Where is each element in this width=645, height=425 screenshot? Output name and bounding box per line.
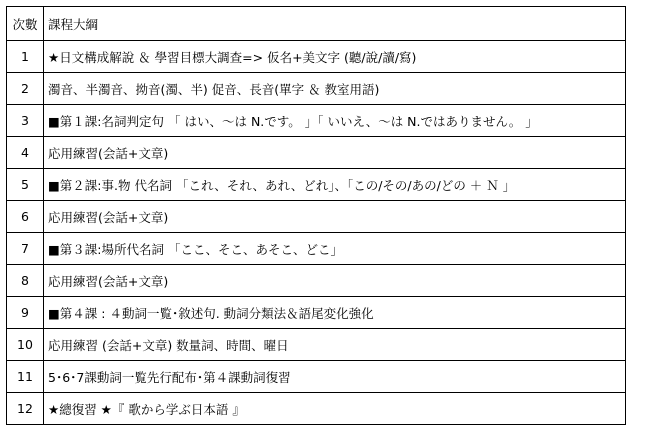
row-content: ■第４課 : ４動詞一覧･敘述句. 動詞分類法＆語尾変化強化: [44, 297, 626, 329]
row-number: 12: [7, 393, 44, 425]
table-row: [7, 393, 626, 425]
row-number: 6: [7, 201, 44, 233]
header-number: 次數: [7, 7, 44, 41]
header-row: [7, 7, 626, 41]
table-row: [7, 105, 626, 137]
row-number: 2: [7, 73, 44, 105]
row-number: 9: [7, 297, 44, 329]
row-content: ■第３課:場所代名詞 「ここ、そこ、あそこ、どこ」: [44, 233, 626, 265]
table-row: [7, 169, 626, 201]
row-content: ★日文構成解說 ＆ 學習目標大調查=> 仮名+美文字 (聽/說/讀/寫): [44, 41, 626, 73]
row-content: ■第２課:事.物 代名詞 「これ、それ、あれ、どれ」、「この/その/あの/どの ＋ Ｎ 」: [44, 169, 626, 201]
row-number: 11: [7, 361, 44, 393]
syllabus-table: [6, 6, 626, 425]
table-row: [7, 265, 626, 297]
table-row: [7, 361, 626, 393]
row-content: 応用練習 (会話+文章) 数量詞、時間、曜日: [44, 329, 626, 361]
table-row: [7, 329, 626, 361]
row-content: 応用練習(会話+文章): [44, 137, 626, 169]
row-number: 10: [7, 329, 44, 361]
row-number: 3: [7, 105, 44, 137]
table-row: [7, 137, 626, 169]
row-content: ■第１課:名詞判定句 「 はい、～は N.です。 」「 いいえ、～は N.ではありません。 」: [44, 105, 626, 137]
header-title: 課程大綱: [44, 7, 626, 41]
row-content: 応用練習(会話+文章): [44, 201, 626, 233]
table-row: [7, 297, 626, 329]
table-row: [7, 41, 626, 73]
table-row: [7, 233, 626, 265]
row-content: 応用練習(会話+文章): [44, 265, 626, 297]
row-content: 濁音、半濁音、拗音(濁、半) 促音、長音(單字 ＆ 教室用語): [44, 73, 626, 105]
row-number: 7: [7, 233, 44, 265]
table-row: [7, 73, 626, 105]
row-number: 5: [7, 169, 44, 201]
row-number: 8: [7, 265, 44, 297]
row-content: 5･6･7課動詞一覧先行配布･第４課動詞復習: [44, 361, 626, 393]
row-number: 1: [7, 41, 44, 73]
table-row: [7, 201, 626, 233]
row-content: ★總復習 ★『 歌から学ぶ日本語 』: [44, 393, 626, 425]
row-number: 4: [7, 137, 44, 169]
